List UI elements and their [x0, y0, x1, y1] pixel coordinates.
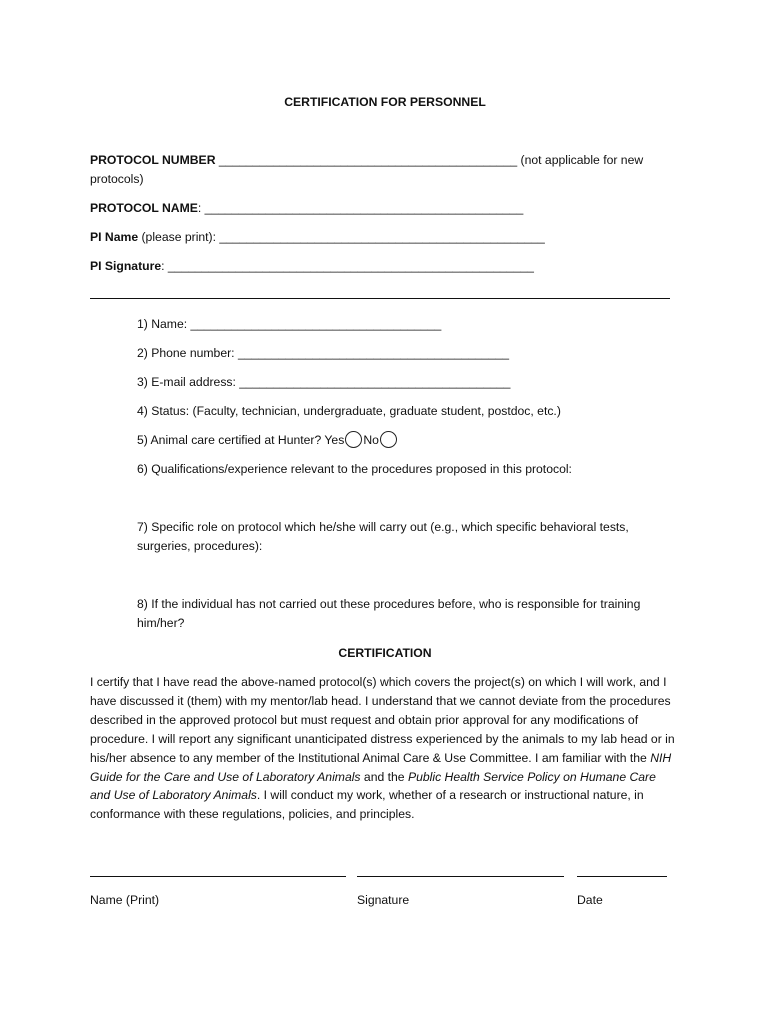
- item-name-field[interactable]: 1) Name: _____________________________________: [137, 317, 442, 331]
- no-radio-circle[interactable]: [380, 431, 397, 448]
- item-training-line-2: him/her?: [137, 616, 185, 630]
- signature-label: Signature: [357, 893, 410, 907]
- pi-name-field[interactable]: [90, 228, 545, 246]
- certification-heading: CERTIFICATION: [338, 646, 432, 660]
- protocol-number-field[interactable]: [90, 151, 643, 169]
- cert-text-1: I certify that I have read the above-named protocol(s) which covers the project(s) on which I will work, and I have discussed it (them) with my mentor/lab head. I understand that we cannot deviate from the procedures described in the approved protocol but must request and obtain prior approval for any modifications of procedure. I will report any significant unanticipated distress experienced by the animals to my lab head or in his/her absence to any member of the Institutional Animal Care & Use Committee. I am familiar with the: [90, 675, 675, 765]
- item-animal-care: [137, 431, 398, 449]
- certification-statement: [90, 673, 675, 824]
- item-status: 4) Status: (Faculty, technician, undergraduate, graduate student, postdoc, etc.): [137, 404, 561, 418]
- item-qualifications: 6) Qualifications/experience relevant to the procedures proposed in this protocol:: [137, 462, 572, 476]
- protocol-number-label: PROTOCOL NUMBER: [90, 153, 216, 167]
- item-role-line-1: 7) Specific role on protocol which he/she will carry out (e.g., which specific behavioral tests,: [137, 520, 629, 534]
- cert-text-2: and the: [360, 769, 408, 784]
- animal-care-no-label: No: [363, 433, 379, 447]
- phs-policy-title: Public Health Service Policy on Humane Care and Use of Laboratory Animals: [90, 769, 656, 803]
- date-label: Date: [577, 893, 603, 907]
- name-print-line[interactable]: [90, 876, 346, 877]
- item-training-line-1: 8) If the individual has not carried out these procedures before, who is responsible for training: [137, 597, 641, 611]
- protocol-name-label: PROTOCOL NAME: [90, 201, 198, 215]
- item-phone-field[interactable]: 2) Phone number: ________________________________________: [137, 346, 510, 360]
- pi-signature-label: PI Signature: [90, 259, 162, 273]
- protocol-number-note-continuation: protocols): [90, 172, 144, 186]
- item-email-field[interactable]: 3) E-mail address: ________________________________________: [137, 375, 511, 389]
- name-print-label: Name (Print): [90, 893, 160, 907]
- signature-line[interactable]: [357, 876, 564, 877]
- nih-guide-title: NIH Guide for the Care and Use of Laboratory Animals: [90, 750, 672, 784]
- pi-signature-field[interactable]: [90, 257, 534, 275]
- section-divider: [90, 298, 670, 299]
- page-title: CERTIFICATION FOR PERSONNEL: [284, 95, 486, 109]
- pi-name-label: PI Name: [90, 230, 139, 244]
- protocol-name-blank[interactable]: : _______________________________________________: [197, 201, 524, 215]
- date-line[interactable]: [577, 876, 667, 877]
- protocol-number-note: (not applicable for new: [520, 153, 644, 167]
- protocol-name-field[interactable]: [90, 199, 523, 217]
- item-role-line-2: surgeries, procedures):: [137, 539, 263, 553]
- protocol-number-blank[interactable]: ____________________________________________: [218, 153, 518, 167]
- pi-signature-blank[interactable]: : ______________________________________________________: [161, 259, 534, 273]
- animal-care-question: 5) Animal care certified at Hunter? Yes: [137, 433, 345, 447]
- cert-text-3: . I will conduct my work, whether of a research or instructional nature, in conformance with these regulations, policies, and principles.: [90, 788, 644, 822]
- pi-name-blank[interactable]: (please print): ________________________________________________: [138, 230, 545, 244]
- yes-radio-circle[interactable]: [345, 431, 362, 448]
